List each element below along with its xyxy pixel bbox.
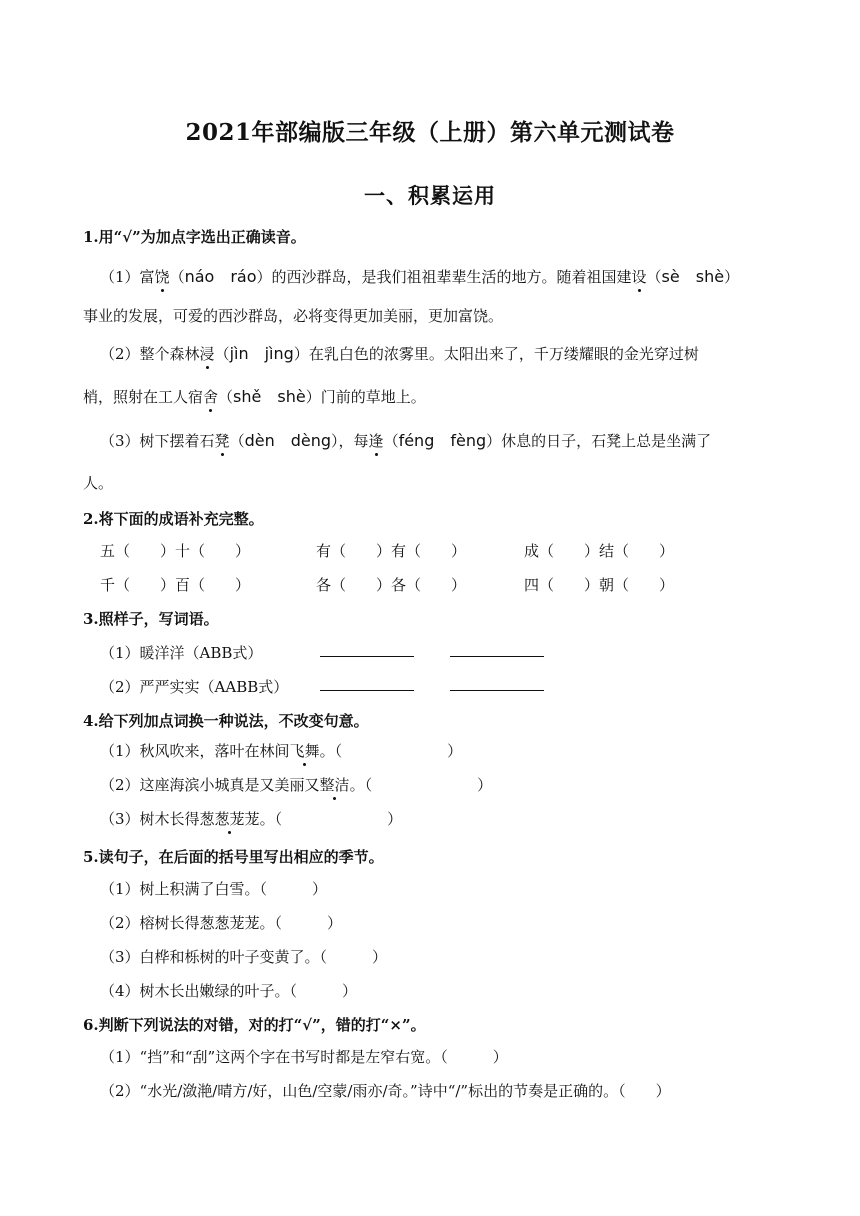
text: 梢，照射在工人宿 (83, 388, 204, 406)
q1-item-1 (100, 264, 739, 287)
dotted-char: 凳 (214, 432, 230, 450)
answer-blank[interactable]: 。（ ） (319, 742, 463, 760)
idiom-blank[interactable]: 千（ ）百（ ） (100, 576, 251, 594)
answer-lines (320, 642, 580, 661)
q4-item-2 (100, 774, 492, 795)
q1-item-1-cont: 事业的发展，可爱的西沙群岛，必将变得更加美丽，更加富饶。 (83, 307, 504, 325)
text: （ (383, 432, 399, 450)
q1-item-2-cont (83, 384, 426, 407)
answer-line[interactable] (450, 642, 544, 657)
q5-item[interactable]: （4）树木长出嫩绿的叶子。（ ） (100, 982, 358, 1000)
q5-heading: 5.读句子，在后面的括号里写出相应的季节。 (83, 848, 384, 866)
q1-item-2 (100, 341, 699, 364)
q3-heading: 3.照样子，写词语。 (83, 610, 219, 628)
text: ）的西沙群岛，是我们祖祖辈辈生活的地方。随着祖国建 (256, 268, 632, 286)
text: （1）秋风吹来，落叶在林间 (100, 742, 290, 760)
pinyin-options[interactable]: shě shè (233, 387, 306, 406)
text: （ (218, 388, 234, 406)
q5-item[interactable]: （2）榕树长得葱葱茏茏。（ ） (100, 914, 343, 932)
idiom-blank[interactable]: 有（ ）有（ ） (316, 542, 467, 560)
idiom-blank[interactable]: 成（ ）结（ ） (524, 542, 675, 560)
q5-item[interactable]: （3）白桦和栎树的叶子变黄了。（ ） (100, 948, 388, 966)
pinyin-options[interactable]: dèn dèng (244, 431, 332, 450)
section-heading: 一、积累运用 (364, 183, 496, 208)
idiom-blank[interactable]: 四（ ）朝（ ） (524, 576, 675, 594)
dotted-word: 整洁 (319, 776, 350, 794)
idiom-blank[interactable]: 五（ ）十（ ） (100, 542, 251, 560)
pinyin-options[interactable]: sè shè (661, 267, 725, 286)
text: ），每 (331, 432, 369, 450)
q6-item[interactable]: （1）“挡”和“刮”这两个字在书写时都是左窄右宽。（ ） (100, 1048, 508, 1066)
answer-lines (320, 676, 580, 695)
q1-item-3 (100, 428, 711, 451)
dotted-char: 舍 (203, 388, 219, 406)
text: （ (214, 345, 230, 363)
q4-heading: 4.给下列加点词换一种说法，不改变句意。 (83, 712, 369, 730)
text: ）休息的日子，石凳上总是坐满了 (486, 432, 712, 450)
pinyin-options[interactable]: féng fèng (398, 431, 487, 450)
q4-item-3 (100, 808, 402, 829)
text: （ (229, 432, 245, 450)
text: （2）整个森林 (100, 345, 200, 363)
q3-item: （2）严严实实（AABB式） (100, 678, 289, 696)
pinyin-options[interactable]: jìn jìng (229, 344, 294, 363)
answer-line[interactable] (450, 676, 544, 691)
q6-item[interactable]: （2）“水光/潋滟/晴方/好，山色/空蒙/雨亦/奇。”诗中“/”标出的节奏是正确的。（ ） (100, 1082, 671, 1100)
answer-blank[interactable]: 。（ ） (349, 776, 493, 794)
text: （3）树下摆着石 (100, 432, 215, 450)
pinyin-options[interactable]: náo ráo (184, 267, 257, 286)
answer-line[interactable] (320, 642, 414, 657)
q2-heading: 2.将下面的成语补充完整。 (83, 510, 264, 528)
q5-item[interactable]: （1）树上积满了白雪。（ ） (100, 880, 328, 898)
text: ）在乳白色的浓雾里。太阳出来了，千万缕耀眼的金光穿过树 (293, 345, 699, 363)
dotted-char: 逢 (368, 432, 384, 450)
text: （3）树木长得 (100, 810, 200, 828)
dotted-char: 浸 (199, 345, 215, 363)
idiom-blank[interactable]: 各（ ）各（ ） (316, 576, 467, 594)
page-title: 2021年部编版三年级（上册）第六单元测试卷 (185, 119, 675, 146)
text: ） (724, 268, 740, 286)
answer-line[interactable] (320, 676, 414, 691)
dotted-word: 葱葱茏茏 (199, 810, 260, 828)
dotted-word: 飞舞 (289, 742, 320, 760)
dotted-char: 设 (631, 268, 647, 286)
q1-heading: 1.用“√”为加点字选出正确读音。 (83, 228, 306, 246)
q3-item: （1）暖洋洋（ABB式） (100, 644, 263, 662)
text: （1）富 (100, 268, 155, 286)
answer-blank[interactable]: 。（ ） (259, 810, 403, 828)
dotted-char: 饶 (154, 268, 170, 286)
text: ）门前的草地上。 (305, 388, 426, 406)
text: （ (646, 268, 662, 286)
q1-item-3-cont: 人。 (83, 474, 114, 492)
text: （ (169, 268, 185, 286)
q4-item-1 (100, 740, 462, 761)
text: （2）这座海滨小城真是又美丽又 (100, 776, 320, 794)
q6-heading: 6.判断下列说法的对错，对的打“√”，错的打“×”。 (83, 1016, 426, 1034)
